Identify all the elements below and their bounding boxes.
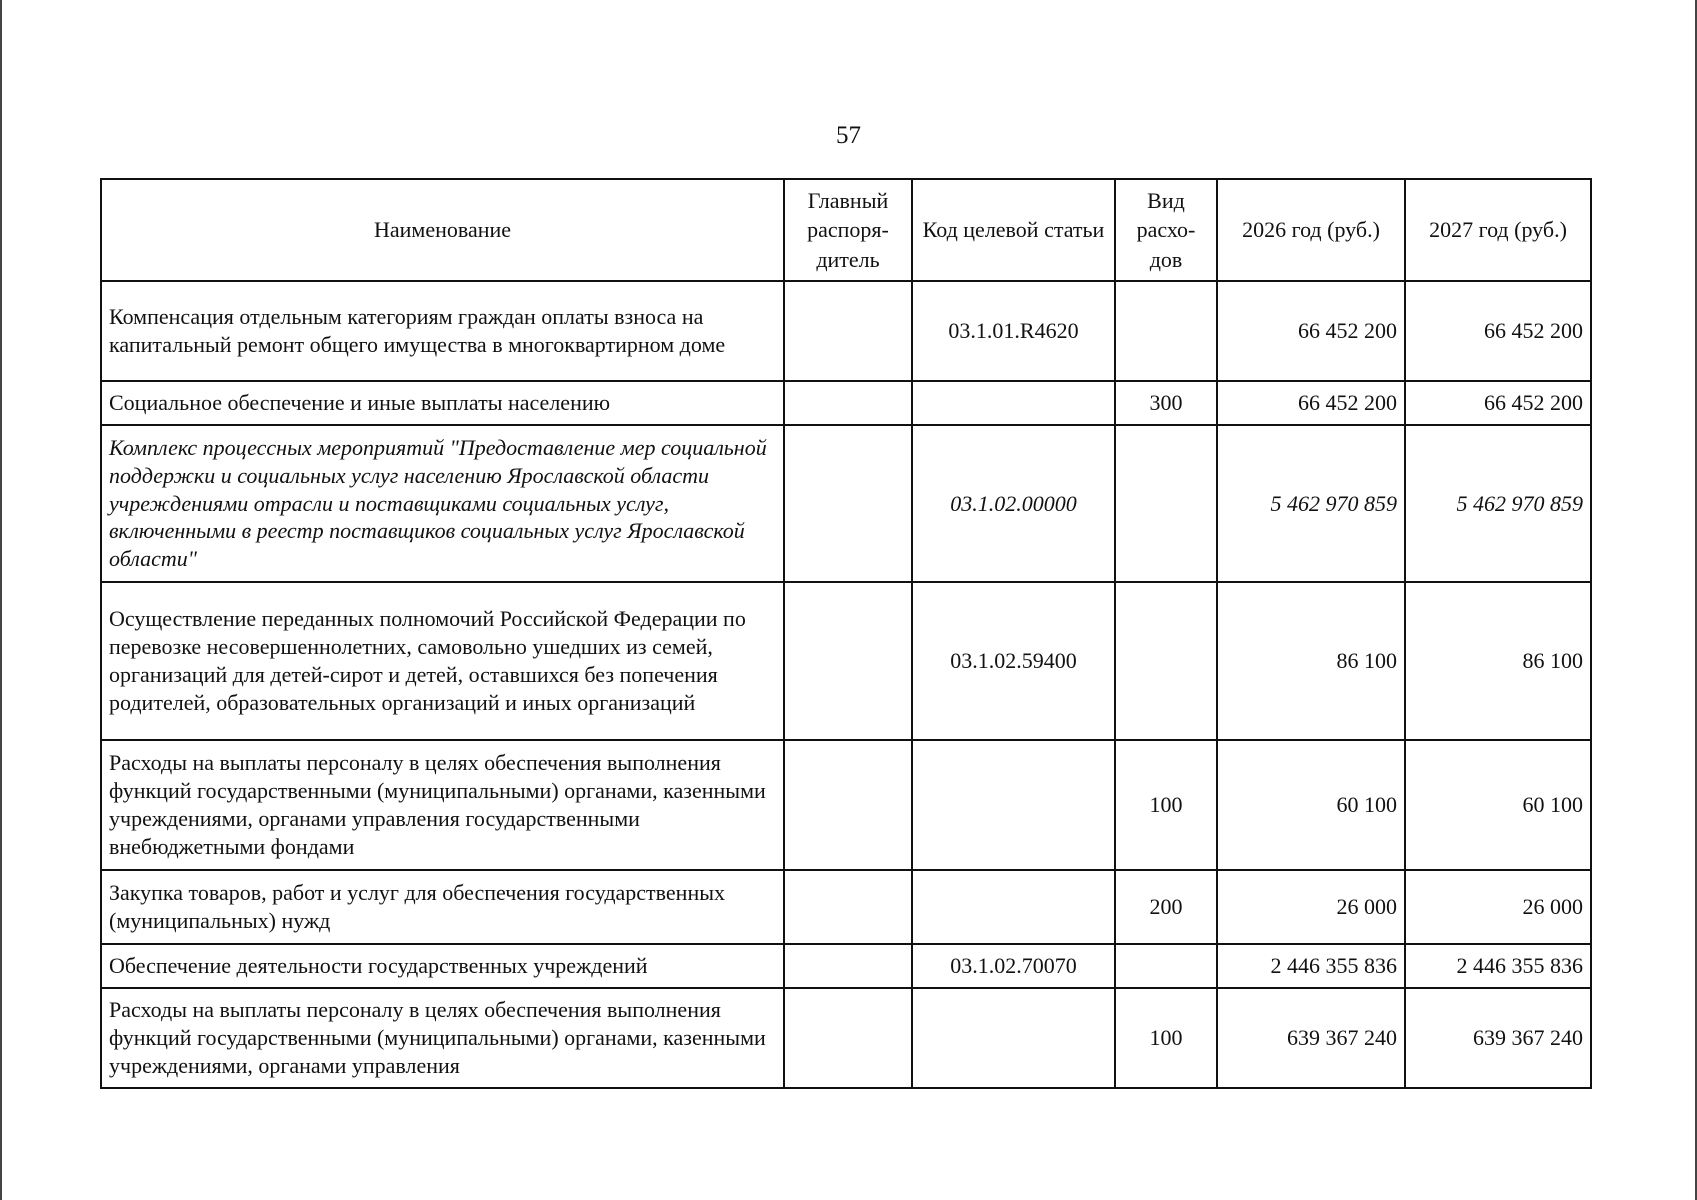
row-type bbox=[1115, 582, 1217, 740]
table-row bbox=[101, 281, 1591, 381]
table-row bbox=[101, 425, 1591, 582]
row-type: 100 bbox=[1115, 988, 1217, 1088]
row-2027: 26 000 bbox=[1405, 870, 1591, 944]
table-row bbox=[101, 988, 1591, 1088]
row-manager bbox=[784, 425, 912, 582]
row-name: Комплекс процессных мероприятий "Предоставление мер социальной поддержки и социальных услуг населению Ярославской области учреждениями отрасли и поставщиками социальных услуг, включенными в реестр поставщиков социальных услуг Ярославской области" bbox=[101, 425, 784, 582]
row-2027: 60 100 bbox=[1405, 740, 1591, 870]
row-2027: 5 462 970 859 bbox=[1405, 425, 1591, 582]
row-type: 100 bbox=[1115, 740, 1217, 870]
header-manager: Главный распоря-дитель bbox=[784, 179, 912, 281]
row-code: 03.1.01.R4620 bbox=[912, 281, 1115, 381]
header-type: Вид расхо-дов bbox=[1115, 179, 1217, 281]
table-header-row bbox=[101, 179, 1591, 281]
row-2027: 66 452 200 bbox=[1405, 381, 1591, 425]
row-type bbox=[1115, 425, 1217, 582]
row-2026: 26 000 bbox=[1217, 870, 1405, 944]
row-type: 300 bbox=[1115, 381, 1217, 425]
row-manager bbox=[784, 381, 912, 425]
row-code: 03.1.02.70070 bbox=[912, 944, 1115, 988]
budget-table bbox=[100, 178, 1592, 1089]
row-name: Обеспечение деятельности государственных учреждений bbox=[101, 944, 784, 988]
row-2027: 639 367 240 bbox=[1405, 988, 1591, 1088]
row-name: Компенсация отдельным категориям граждан оплаты взноса на капитальный ремонт общего имущества в многоквартирном доме bbox=[101, 281, 784, 381]
row-2026: 60 100 bbox=[1217, 740, 1405, 870]
row-2026: 5 462 970 859 bbox=[1217, 425, 1405, 582]
row-2026: 86 100 bbox=[1217, 582, 1405, 740]
row-code: 03.1.02.00000 bbox=[912, 425, 1115, 582]
row-manager bbox=[784, 944, 912, 988]
table-row bbox=[101, 870, 1591, 944]
table-row bbox=[101, 381, 1591, 425]
row-manager bbox=[784, 988, 912, 1088]
row-2026: 2 446 355 836 bbox=[1217, 944, 1405, 988]
row-code bbox=[912, 988, 1115, 1088]
row-name: Осуществление переданных полномочий Российской Федерации по перевозке несовершеннолетних, самовольно ушедших из семей, организаций для детей-сирот и детей, оставшихся без попечения родителей, образовательных организаций и иных организаций bbox=[101, 582, 784, 740]
header-name: Наименование bbox=[101, 179, 784, 281]
header-2027: 2027 год (руб.) bbox=[1405, 179, 1591, 281]
row-2027: 2 446 355 836 bbox=[1405, 944, 1591, 988]
table-row bbox=[101, 944, 1591, 988]
page-number: 57 bbox=[836, 122, 861, 149]
row-code: 03.1.02.59400 bbox=[912, 582, 1115, 740]
row-code bbox=[912, 740, 1115, 870]
row-name: Социальное обеспечение и иные выплаты населению bbox=[101, 381, 784, 425]
row-name: Закупка товаров, работ и услуг для обеспечения государственных (муниципальных) нужд bbox=[101, 870, 784, 944]
row-manager bbox=[784, 281, 912, 381]
table-row bbox=[101, 582, 1591, 740]
row-manager bbox=[784, 582, 912, 740]
row-name: Расходы на выплаты персоналу в целях обеспечения выполнения функций государственными (муниципальными) органами, казенными учреждениями, органами управления государственными внебюджетными фондами bbox=[101, 740, 784, 870]
row-type: 200 bbox=[1115, 870, 1217, 944]
row-name: Расходы на выплаты персоналу в целях обеспечения выполнения функций государственными (муниципальными) органами, казенными учреждениями, органами управления bbox=[101, 988, 784, 1088]
table-row bbox=[101, 740, 1591, 870]
row-2027: 66 452 200 bbox=[1405, 281, 1591, 381]
row-2027: 86 100 bbox=[1405, 582, 1591, 740]
row-2026: 66 452 200 bbox=[1217, 381, 1405, 425]
header-2026: 2026 год (руб.) bbox=[1217, 179, 1405, 281]
header-code: Код целевой статьи bbox=[912, 179, 1115, 281]
row-code bbox=[912, 870, 1115, 944]
row-2026: 66 452 200 bbox=[1217, 281, 1405, 381]
row-type bbox=[1115, 944, 1217, 988]
row-manager bbox=[784, 870, 912, 944]
row-2026: 639 367 240 bbox=[1217, 988, 1405, 1088]
row-code bbox=[912, 381, 1115, 425]
row-manager bbox=[784, 740, 912, 870]
row-type bbox=[1115, 281, 1217, 381]
scan-edge-left bbox=[0, 0, 2, 1200]
